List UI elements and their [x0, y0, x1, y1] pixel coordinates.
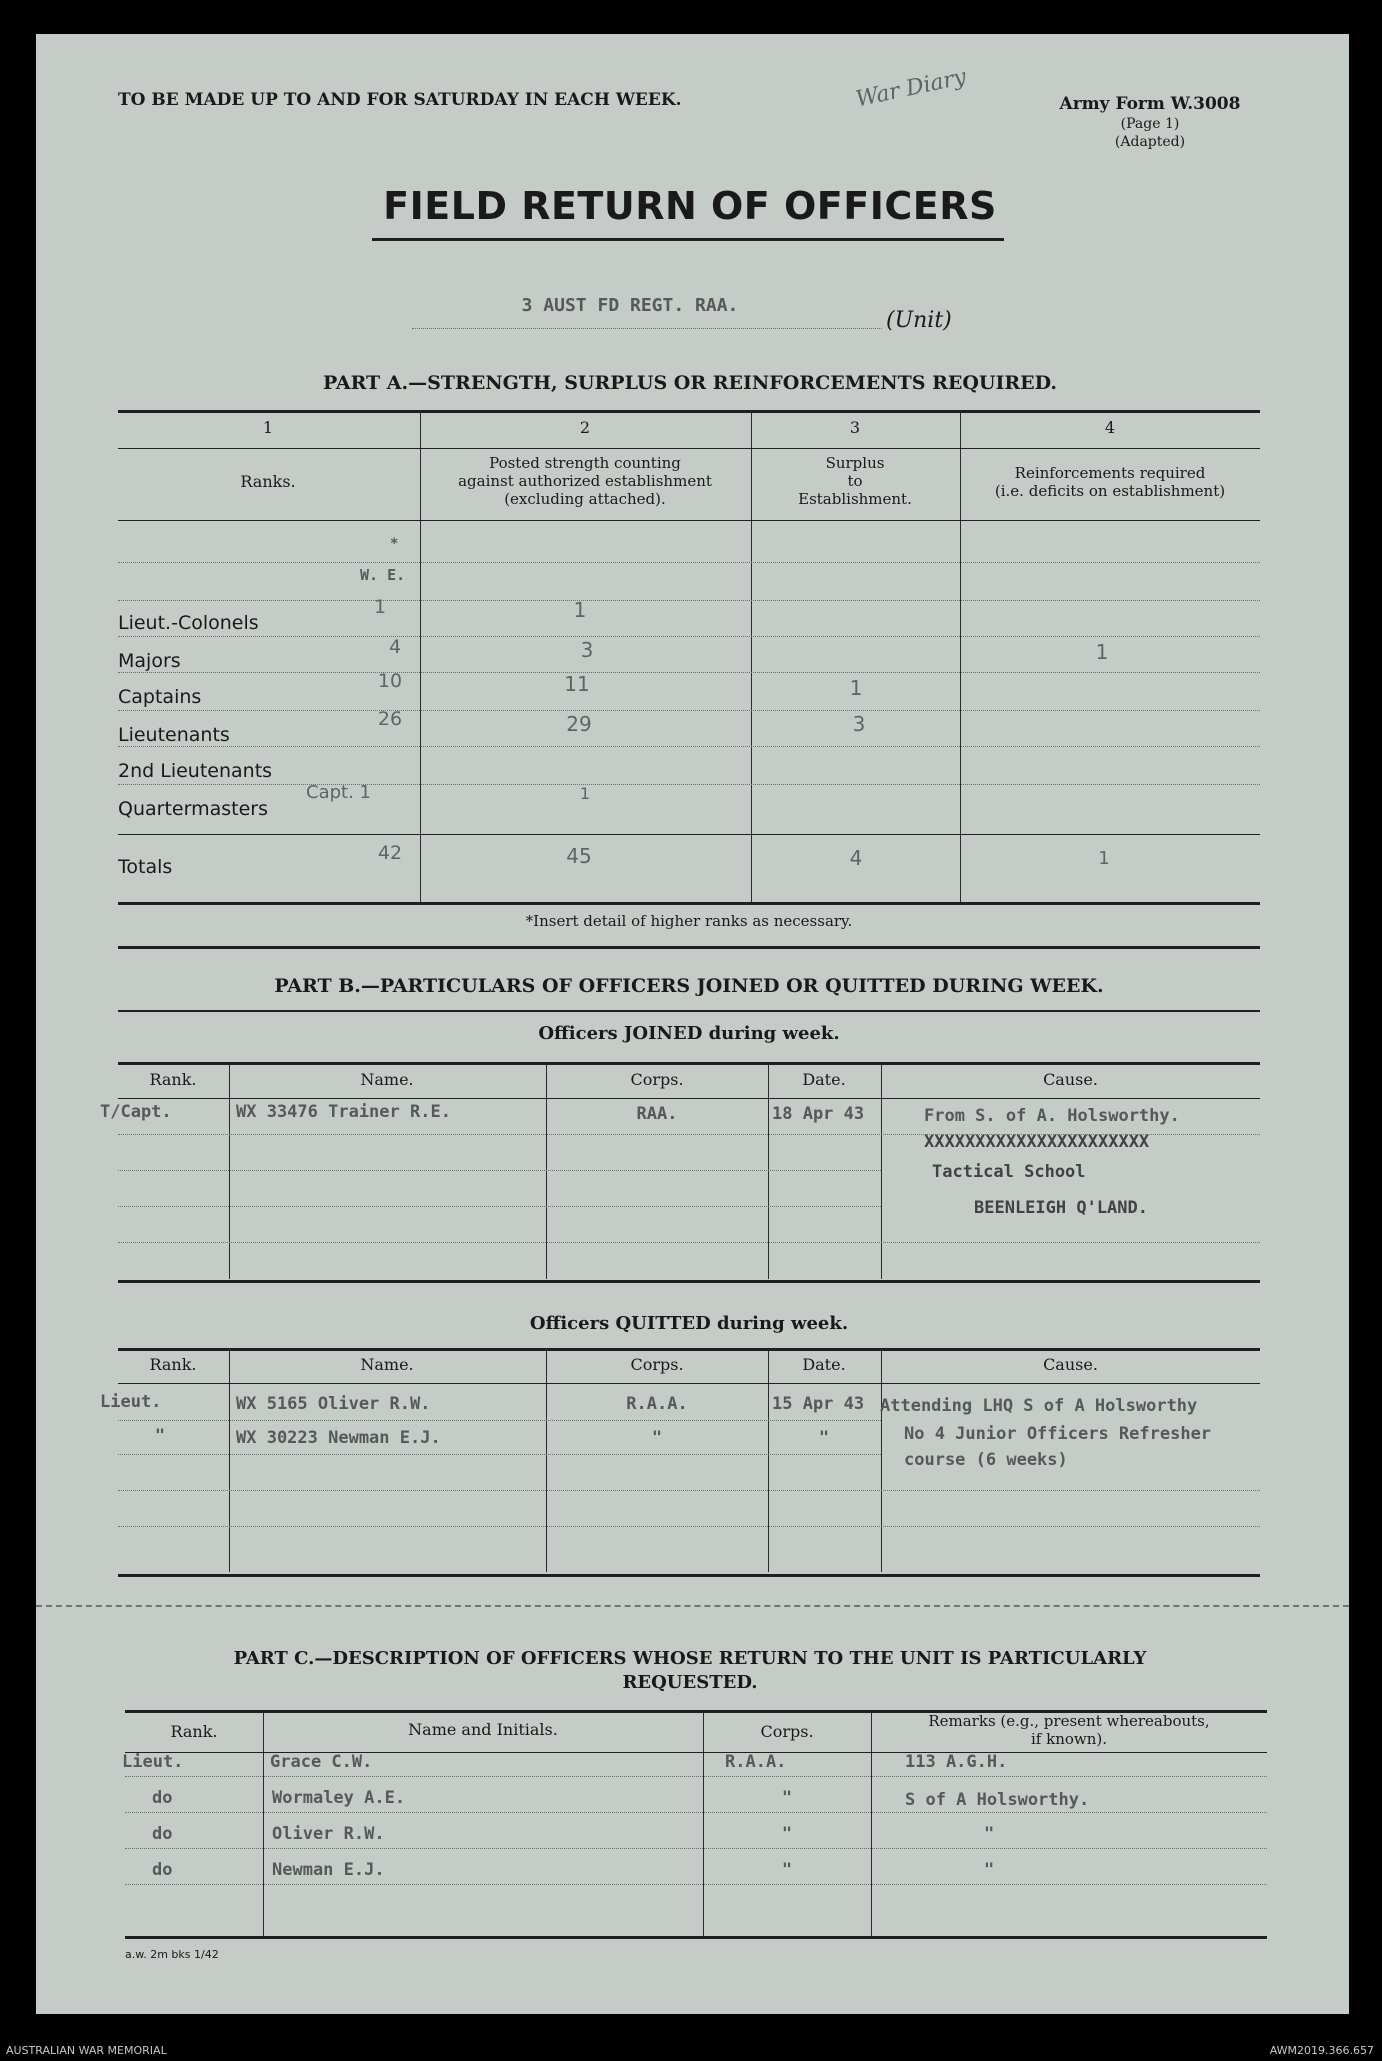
- col-head-reinf-line: (i.e. deficits on establishment): [994, 482, 1226, 500]
- joined-cause-line: From S. of A. Holsworthy.: [924, 1106, 1180, 1126]
- row-dot-line: [118, 1242, 1260, 1243]
- quitted-head-rank: Rank.: [149, 1355, 197, 1374]
- we-captains: 10: [377, 670, 403, 692]
- archive-credit: AUSTRALIAN WAR MEMORIAL: [6, 2044, 167, 2057]
- row-dot-line: [125, 1812, 1267, 1813]
- joined-head-rule: [118, 1098, 1260, 1099]
- col-head-posted: [420, 454, 750, 508]
- joined-date: 18 Apr 43: [772, 1104, 865, 1124]
- quitted-corps: ": [651, 1428, 663, 1448]
- reinf-majors: 1: [1095, 640, 1109, 664]
- we-quartermasters: Capt. 1: [306, 782, 371, 803]
- part-c-rank: do: [152, 1788, 173, 1808]
- joined-head-corps: Corps.: [630, 1070, 684, 1089]
- quitted-date: ": [818, 1428, 830, 1448]
- quitted-corps: R.A.A.: [626, 1394, 688, 1414]
- row-dot-line: [118, 746, 1260, 747]
- part-a-bottom-rule: [118, 902, 1260, 905]
- quitted-head-cause: Cause.: [1043, 1355, 1098, 1374]
- part-a-top-rule: [118, 410, 1260, 413]
- row-dot-line: [118, 710, 1260, 711]
- part-a-head-rule: [118, 520, 1260, 521]
- joined-head-cause: Cause.: [1043, 1070, 1098, 1089]
- handwritten-note: War Diary: [853, 64, 969, 113]
- totals-posted: 45: [566, 844, 592, 868]
- quitted-top-rule: [118, 1348, 1260, 1351]
- joined-top-rule: [118, 1062, 1260, 1065]
- page-title: FIELD RETURN OF OFFICERS: [383, 184, 997, 228]
- part-c-head-rank: Rank.: [170, 1722, 218, 1741]
- part-c-remarks: S of A Holsworthy.: [905, 1790, 1090, 1810]
- part-c-corps: ": [781, 1860, 793, 1880]
- col-head-surplus-line: to: [847, 472, 863, 490]
- part-c-heading-line: REQUESTED.: [622, 1672, 758, 1693]
- archive-reference: AWM2019.366.657: [1269, 2044, 1374, 2057]
- part-c-corps: ": [781, 1824, 793, 1844]
- unit-label: (Unit): [886, 308, 952, 333]
- we-lieut-colonels: 1: [373, 596, 387, 618]
- col-head-posted-line: (excluding attached).: [504, 490, 666, 508]
- instruction-text: TO BE MADE UP TO AND FOR SATURDAY IN EACH WEEK.: [118, 90, 682, 110]
- part-a-heading: PART A.—STRENGTH, SURPLUS OR REINFORCEMENTS REQUIRED.: [322, 372, 1058, 394]
- unit-value: 3 AUST FD REGT. RAA.: [521, 295, 739, 316]
- col-number-2: 2: [579, 418, 591, 437]
- joined-head-name: Name.: [360, 1070, 414, 1089]
- joined-col-divider: [768, 1064, 769, 1279]
- totals-surplus: 4: [849, 846, 863, 870]
- totals-we: 42: [377, 842, 403, 864]
- part-c-name: Oliver R.W.: [272, 1824, 385, 1844]
- part-c-rank: Lieut.: [122, 1752, 184, 1772]
- row-dot-line: [125, 1848, 1267, 1849]
- part-b-rule: [118, 1010, 1260, 1012]
- totals-reinf: 1: [1098, 848, 1110, 869]
- part-c-head-remarks: [871, 1712, 1267, 1748]
- col-number-1: 1: [262, 418, 274, 437]
- posted-majors: 3: [580, 638, 594, 662]
- col-head-posted-line: against authorized establishment: [458, 472, 712, 490]
- form-page: (Page 1): [1120, 116, 1180, 132]
- part-c-remarks: ": [984, 1860, 995, 1880]
- joined-col-divider: [881, 1064, 882, 1279]
- rank-lieut-colonels: Lieut.-Colonels: [118, 612, 259, 634]
- quitted-name: WX 30223 Newman E.J.: [236, 1428, 441, 1448]
- joined-cause-line: XXXXXXXXXXXXXXXXXXXXXX: [924, 1132, 1150, 1152]
- part-c-head-corps: Corps.: [760, 1722, 814, 1741]
- quitted-head-date: Date.: [802, 1355, 846, 1374]
- unit-dotted-line: [412, 328, 882, 329]
- totals-label: Totals: [118, 856, 173, 878]
- part-c-rank: do: [152, 1824, 173, 1844]
- we-majors: 4: [388, 636, 402, 658]
- col-head-reinf-line: Reinforcements required: [1014, 464, 1206, 482]
- row-dot-line: [118, 672, 1260, 673]
- quitted-cause-line: course (6 weeks): [904, 1450, 1068, 1470]
- part-c-heading-line: PART C.—DESCRIPTION OF OFFICERS WHOSE RETURN TO THE UNIT IS PARTICULARLY: [233, 1648, 1147, 1669]
- joined-cause-line: BEENLEIGH Q'LAND.: [974, 1198, 1148, 1218]
- col-number-4: 4: [1104, 418, 1116, 437]
- part-c-name: Grace C.W.: [270, 1752, 373, 1772]
- row-dot-line: [118, 636, 1260, 637]
- quitted-rank: ": [154, 1426, 166, 1446]
- part-c-remarks: 113 A.G.H.: [905, 1752, 1008, 1772]
- joined-col-divider: [546, 1064, 547, 1279]
- joined-cause-line: Tactical School: [932, 1162, 1086, 1182]
- row-dot-line: [118, 1526, 1260, 1527]
- form-adapted: (Adapted): [1114, 134, 1186, 150]
- joined-name: WX 33476 Trainer R.E.: [236, 1102, 451, 1122]
- rank-quartermasters: Quartermasters: [118, 798, 268, 820]
- we-lieutenants: 26: [377, 708, 403, 730]
- col-head-surplus-line: Surplus: [825, 454, 885, 472]
- part-c-name: Newman E.J.: [272, 1860, 385, 1880]
- col-head-reinforcements: [960, 464, 1260, 500]
- part-c-head-remarks-line: Remarks (e.g., present whereabouts,: [928, 1712, 1210, 1730]
- rank-captains: Captains: [118, 686, 202, 708]
- part-c-corps: ": [781, 1788, 793, 1808]
- rank-lieutenants: Lieutenants: [118, 724, 230, 746]
- posted-lieut-colonels: 1: [573, 598, 587, 622]
- part-c-name: Wormaley A.E.: [272, 1788, 406, 1808]
- posted-lieutenants: 29: [566, 712, 592, 736]
- part-a-footnote-rule: [118, 946, 1260, 949]
- row-dot-line: [118, 1420, 881, 1421]
- part-b-heading: PART B.—PARTICULARS OF OFFICERS JOINED OR QUITTED DURING WEEK.: [274, 975, 1104, 997]
- col-head-posted-line: Posted strength counting: [489, 454, 681, 472]
- col-head-surplus-line: Establishment.: [798, 490, 912, 508]
- joined-corps: RAA.: [636, 1104, 678, 1124]
- quitted-bottom-rule: [118, 1574, 1260, 1577]
- col-head-surplus: [751, 454, 959, 508]
- joined-col-divider: [229, 1064, 230, 1279]
- row-dot-line: [118, 784, 1260, 785]
- joined-heading: Officers JOINED during week.: [538, 1023, 840, 1044]
- posted-quartermasters: 1: [579, 784, 591, 803]
- rank-2nd-lieutenants: 2nd Lieutenants: [118, 760, 273, 782]
- quitted-name: WX 5165 Oliver R.W.: [236, 1394, 431, 1414]
- col-number-3: 3: [849, 418, 861, 437]
- row-dot-line: [118, 600, 1260, 601]
- row-dot-line: [118, 1170, 881, 1171]
- part-c-head-name: Name and Initials.: [408, 1720, 558, 1739]
- quitted-date: 15 Apr 43: [772, 1394, 865, 1414]
- quitted-head-name: Name.: [360, 1355, 414, 1374]
- row-dot-line: [118, 1206, 881, 1207]
- joined-rank: T/Capt.: [100, 1102, 172, 1122]
- we-label: W. E.: [360, 566, 406, 584]
- form-number: Army Form W.3008: [1059, 94, 1241, 114]
- joined-head-date: Date.: [802, 1070, 846, 1089]
- higher-rank-star: *: [390, 536, 399, 552]
- row-dot-line: [118, 562, 1260, 563]
- row-dot-line: [118, 1454, 881, 1455]
- part-c-corps: R.A.A.: [725, 1752, 787, 1772]
- quitted-head-corps: Corps.: [630, 1355, 684, 1374]
- print-code: a.w. 2m bks 1/42: [125, 1948, 219, 1961]
- quitted-rank: Lieut.: [100, 1392, 162, 1412]
- row-dot-line: [118, 1490, 1260, 1491]
- posted-captains: 11: [564, 672, 590, 696]
- quitted-head-rule: [118, 1383, 1260, 1384]
- surplus-lieutenants: 3: [852, 712, 866, 736]
- surplus-captains: 1: [849, 676, 863, 700]
- part-a-totals-rule: [118, 834, 1260, 835]
- col-head-ranks: Ranks.: [240, 472, 296, 491]
- joined-bottom-rule: [118, 1280, 1260, 1283]
- rank-majors: Majors: [118, 650, 181, 672]
- joined-head-rank: Rank.: [149, 1070, 197, 1089]
- part-a-number-rule: [118, 448, 1260, 449]
- part-c-remarks: ": [984, 1824, 995, 1844]
- row-dot-line: [125, 1776, 1267, 1777]
- part-c-bottom-rule: [125, 1936, 1267, 1939]
- perforation-line: [36, 1605, 1349, 1607]
- quitted-cause-line: No 4 Junior Officers Refresher: [904, 1424, 1212, 1444]
- row-dot-line: [125, 1884, 1267, 1885]
- part-c-rank: do: [152, 1860, 173, 1880]
- part-c-col-divider: [263, 1712, 264, 1937]
- part-c-head-remarks-line: if known).: [1030, 1730, 1108, 1748]
- title-underline: [372, 238, 1004, 241]
- quitted-cause-line: Attending LHQ S of A Holsworthy: [880, 1396, 1198, 1416]
- quitted-heading: Officers QUITTED during week.: [529, 1313, 849, 1334]
- part-a-footnote: *Insert detail of higher ranks as necessary.: [525, 912, 853, 930]
- row-dot-line: [118, 1134, 1260, 1135]
